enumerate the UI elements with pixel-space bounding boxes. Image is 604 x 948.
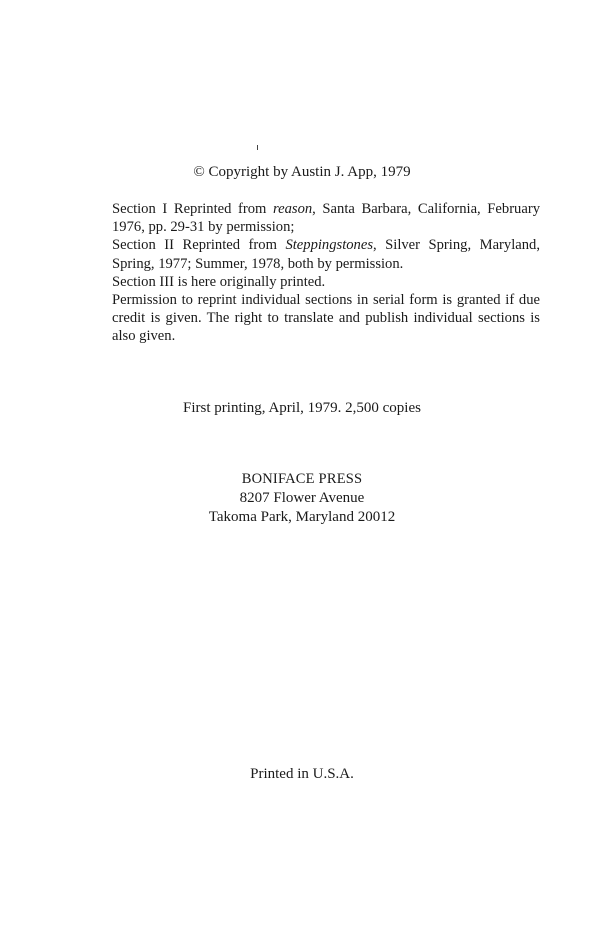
printing-info: First printing, April, 1979. 2,500 copies [183,400,421,416]
credits-block [112,200,540,346]
printed-in-line: Printed in U.S.A. [250,766,354,782]
section2-credit: Section II Reprinted from Steppingstones, Silver Spring, Maryland, Spring, 1977; Summer, 1978, both by permission. [112,237,540,272]
permission-notice: Permission to reprint individual sections in serial form is granted if due credit is given. The right to translate and publish individual sections is also given. [112,292,540,345]
section3-note: Section III is here originally printed. [112,273,326,290]
stray-mark [257,145,258,150]
publication-title: Steppingstones [285,237,373,254]
publisher-street: 8207 Flower Avenue [239,490,365,506]
publisher-block [0,470,604,527]
publication-title: reason [272,201,313,217]
publisher-name: BONIFACE PRESS [241,471,363,487]
copyright-line: © Copyright by Austin J. App, 1979 [193,164,411,180]
publisher-city: Takoma Park, Maryland 20012 [208,509,396,525]
section1-credit: Section I Reprinted from reason, Santa Barbara, California, February 1976, pp. 29-31 by permission; [112,201,540,236]
